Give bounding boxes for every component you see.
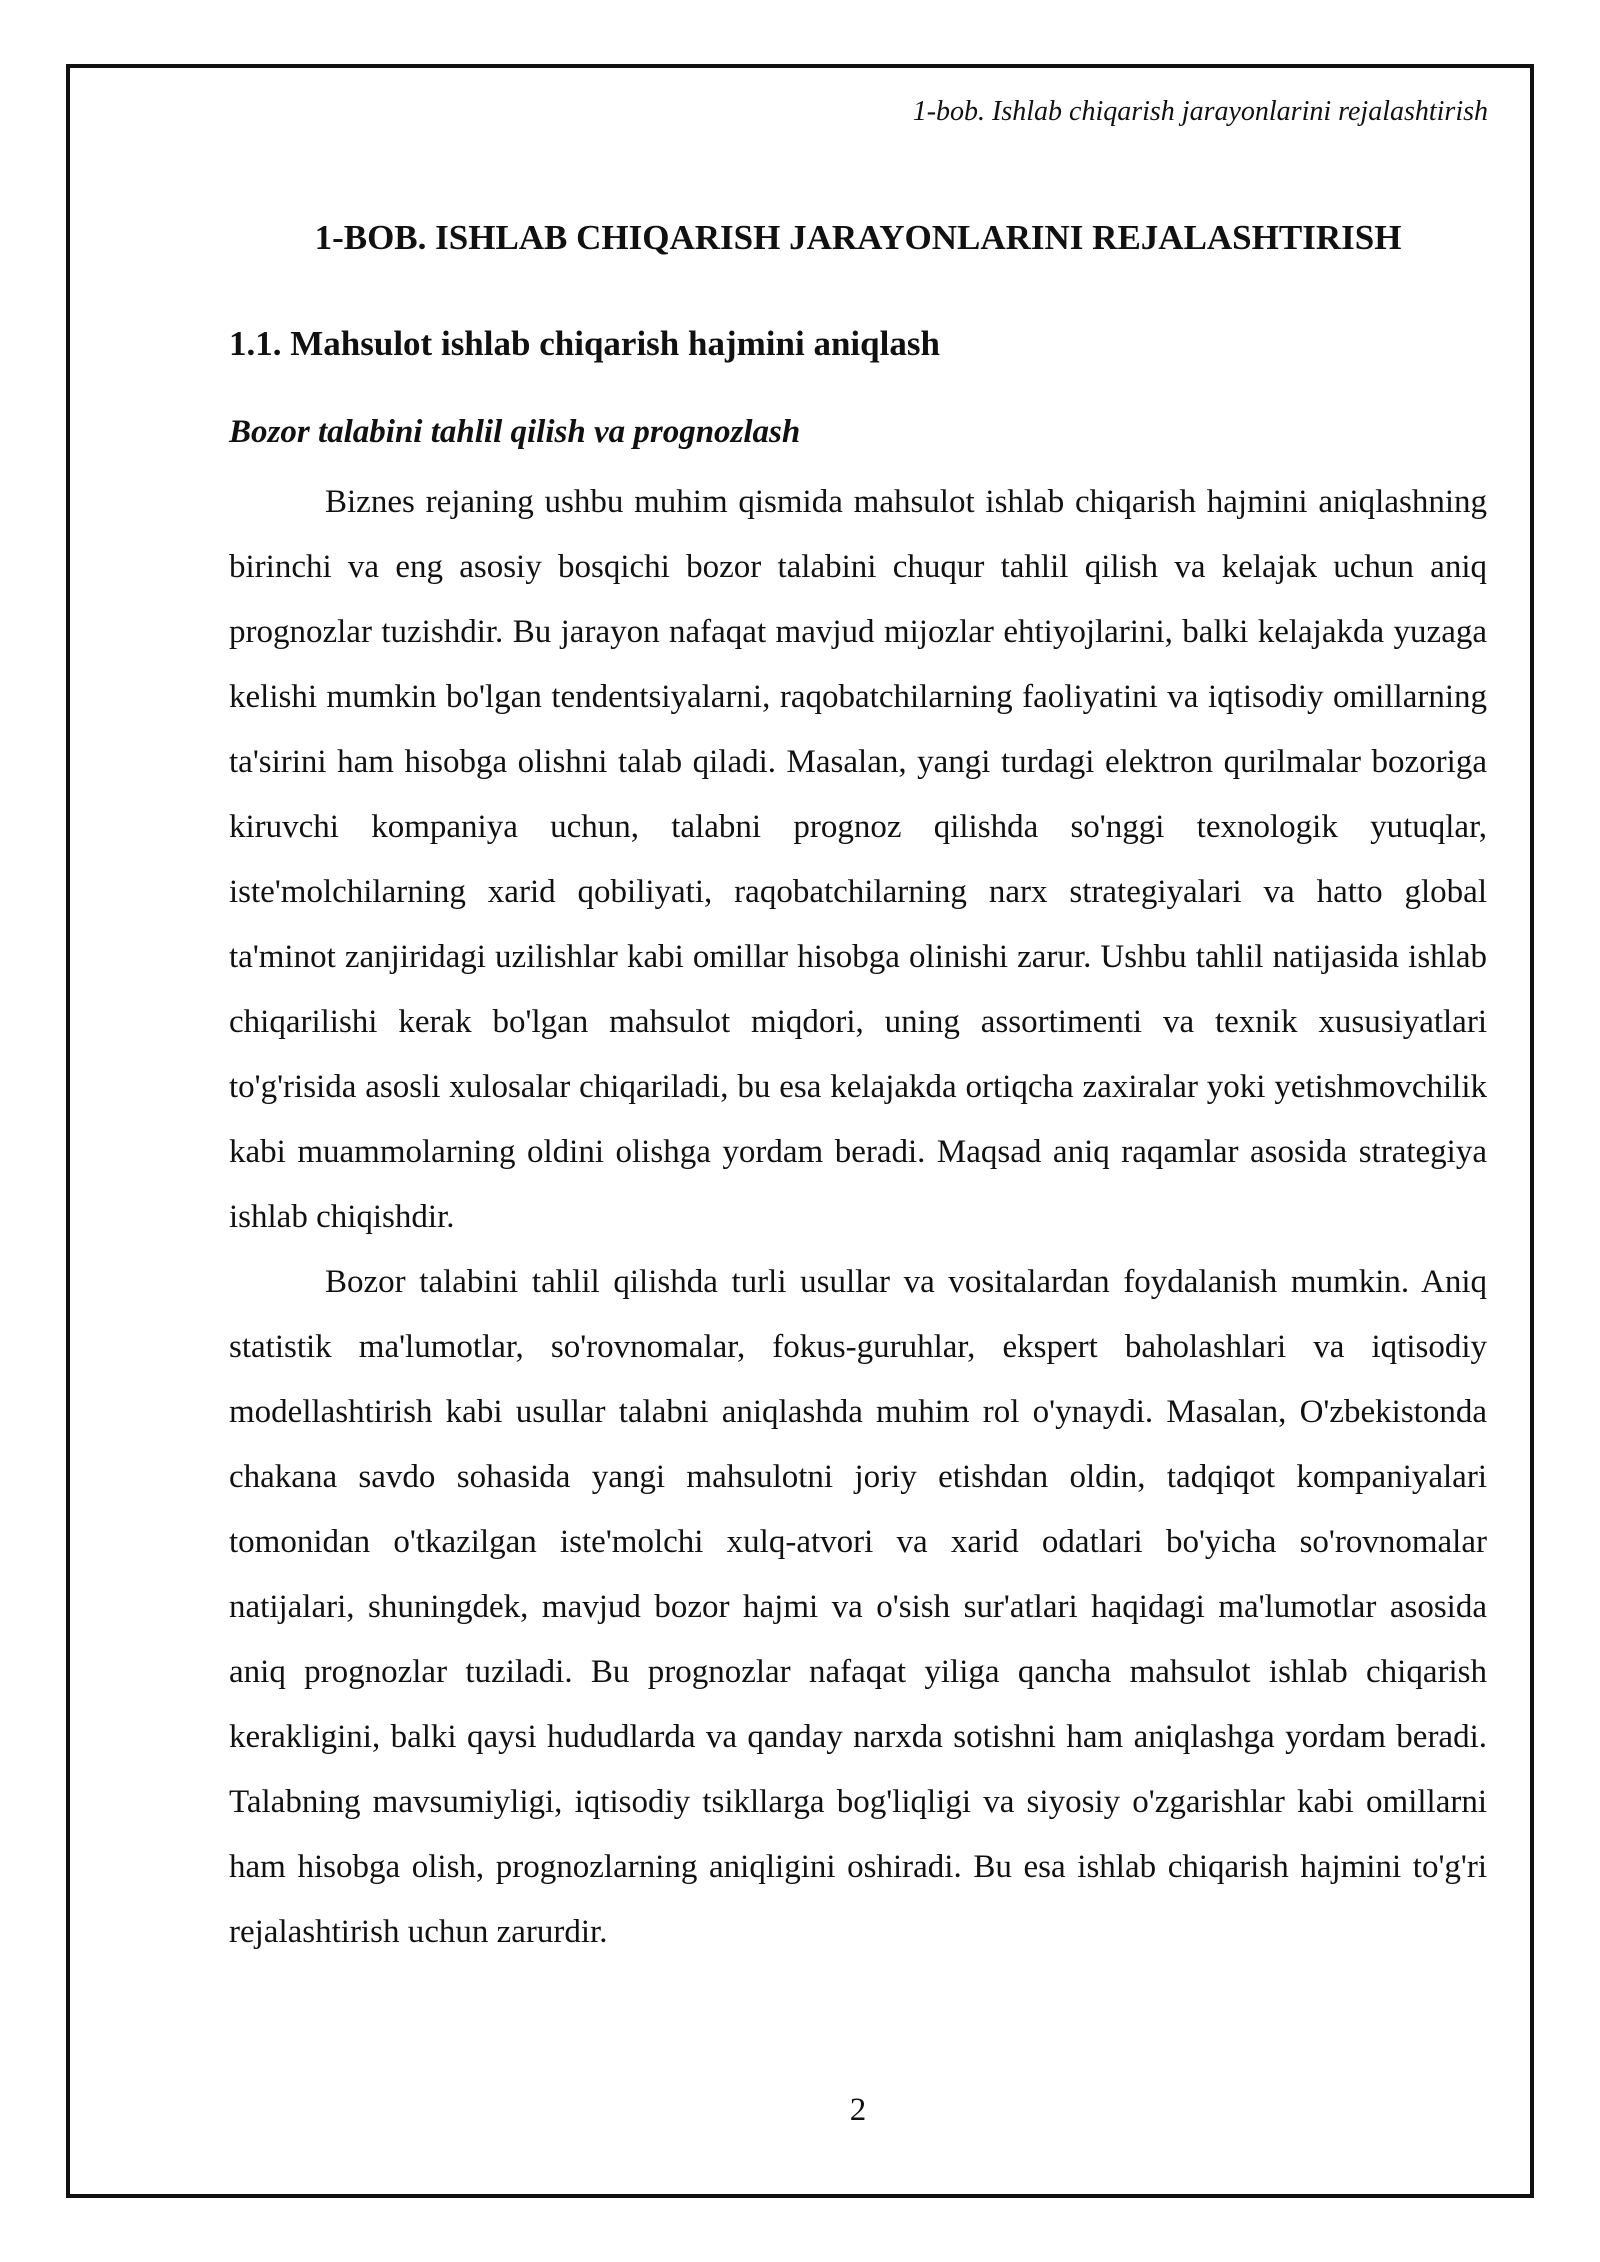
section-title: 1.1. Mahsulot ishlab chiqarish hajmini aniqlash (229, 324, 940, 363)
running-header: 1-bob. Ishlab chiqarish jarayonlarini rejalashtirish (912, 96, 1488, 127)
page-content (229, 208, 1487, 1965)
chapter-title: 1-BOB. ISHLAB CHIQARISH JARAYONLARINI REJALASHTIRISH (314, 218, 1402, 257)
body-paragraph-2: Bozor talabini tahlil qilishda turli usullar va vositalardan foydalanish mumkin. Aniq statistik ma'lumotlar, so'rovnomalar, fokus-guruhlar, ekspert baholashlari va iqtisodiy modellashtirish kabi usullar talabni aniqlashda muhim rol o'ynaydi. Masalan, O'zbekistonda chakana savdo sohasida yangi mahsulotni joriy etishdan oldin, tadqiqot kompaniyalari tomonidan o'tkazilgan iste'molchi xulq-atvori va xarid odatlari bo'yicha so'rovnomalar natijalari, shuningdek, mavjud bozor hajmi va o'sish sur'atlari haqidagi ma'lumotlar asosida aniq prognozlar tuziladi. Bu prognozlar nafaqat yiliga qancha mahsulot ishlab chiqarish kerakligini, balki qaysi hududlarda va qanday narxda sotishni ham aniqlashga yordam beradi. Talabning mavsumiyligi, iqtisodiy tsikllarga bog'liqligi va siyosiy o'zgarishlar kabi omillarni ham hisobga olish, prognozlarning aniqligini oshiradi. Bu esa ishlab chiqarish hajmini to'g'ri rejalashtirish uchun zarurdir. (229, 1264, 1487, 1950)
subsection-title: Bozor talabini tahlil qilish va prognozlash (229, 414, 801, 450)
body-paragraph-1: Biznes rejaning ushbu muhim qismida mahsulot ishlab chiqarish hajmini aniqlashning birinchi va eng asosiy bosqichi bozor talabini chuqur tahlil qilish va kelajak uchun aniq prognozlar tuzishdir. Bu jarayon nafaqat mavjud mijozlar ehtiyojlarini, balki kelajakda yuzaga kelishi mumkin bo'lgan tendentsiyalarni, raqobatchilarning faoliyatini va iqtisodiy omillarning ta'sirini ham hisobga olishni talab qiladi. Masalan, yangi turdagi elektron qurilmalar bozoriga kiruvchi kompaniya uchun, talabni prognoz qilishda so'nggi texnologik yutuqlar, iste'molchilarning xarid qobiliyati, raqobatchilarning narx strategiyalari va hatto global ta'minot zanjiridagi uzilishlar kabi omillar hisobga olinishi zarur. Ushbu tahlil natijasida ishlab chiqarilishi kerak bo'lgan mahsulot miqdori, uning assortimenti va texnik xususiyatlari to'g'risida asosli xulosalar chiqariladi, bu esa kelajakda ortiqcha zaxiralar yoki yetishmovchilik kabi muammolarning oldini olishga yordam beradi. Maqsad aniq raqamlar asosida strategiya ishlab chiqishdir. (229, 484, 1487, 1235)
page-number: 2 (849, 2092, 867, 2128)
